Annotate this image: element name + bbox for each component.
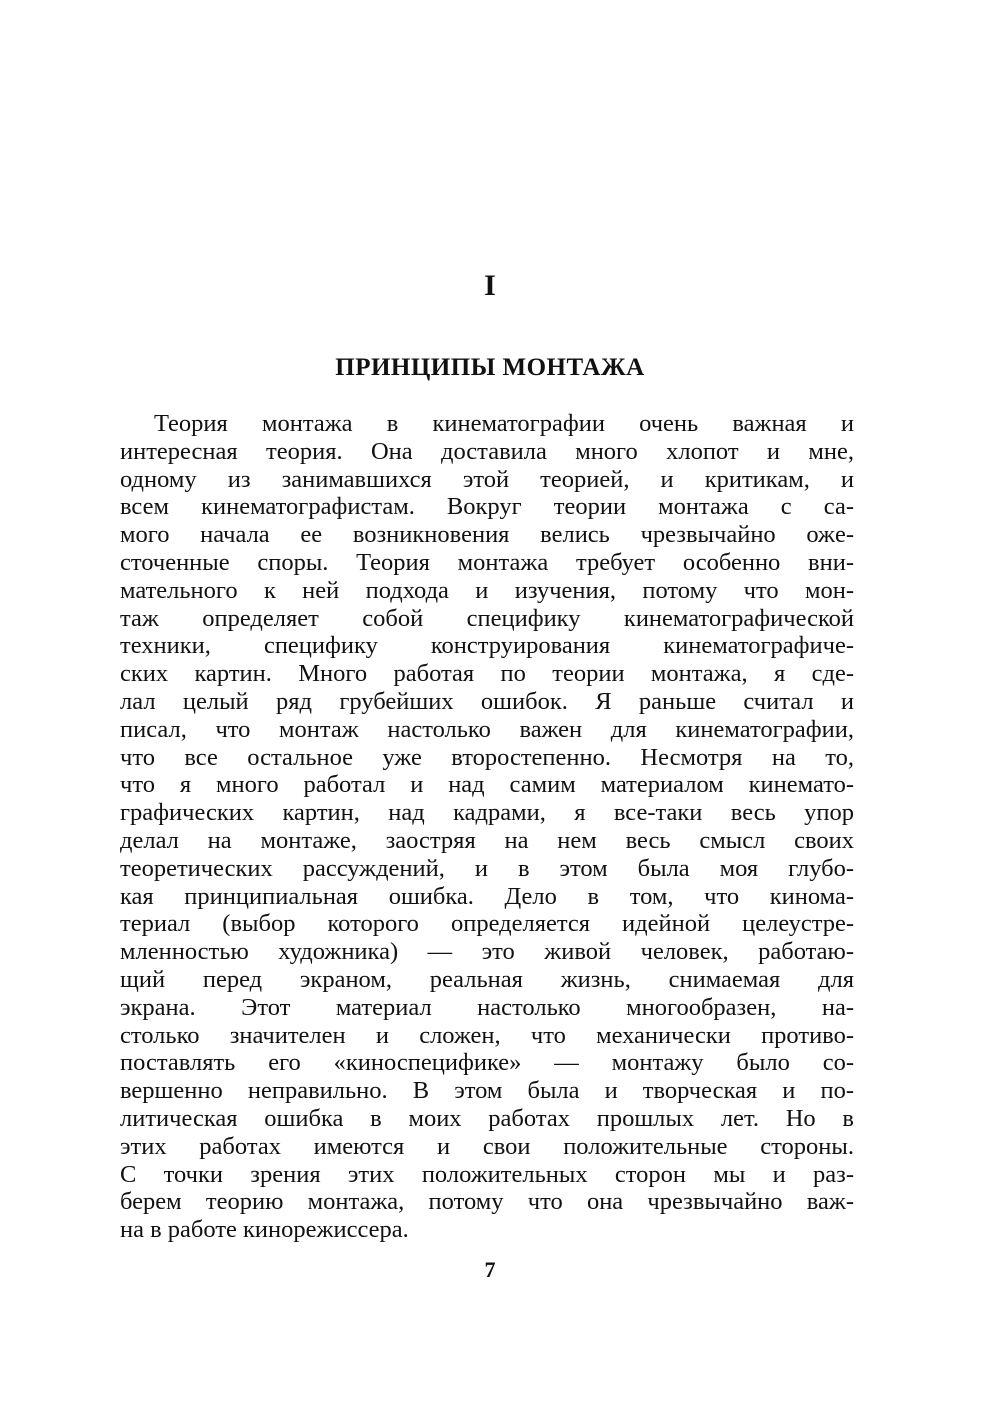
text-line: графических картин, над кадрами, я все-таки весь упор bbox=[120, 799, 854, 827]
text-line: на в работе кинорежиссера. bbox=[120, 1216, 409, 1244]
text-line: таж определяет собой специфику кинематографической bbox=[120, 604, 854, 632]
text-line: сточенные споры. Теория монтажа требует особенно вни- bbox=[120, 548, 854, 576]
chapter-title: ПРИНЦИПЫ МОНТАЖА bbox=[335, 354, 645, 381]
body-text bbox=[120, 410, 854, 1244]
text-line: поставлять его «киноспецифике» — монтажу было со- bbox=[120, 1049, 854, 1077]
chapter-number: I bbox=[484, 269, 496, 302]
text-line: одному из занимавшихся этой теорией, и критикам, и bbox=[120, 465, 854, 493]
text-line: писал, что монтаж настолько важен для кинематографии, bbox=[120, 715, 854, 743]
text-line: щий перед экраном, реальная жизнь, снимаемая для bbox=[120, 965, 854, 993]
text-line: столько значителен и сложен, что механически противо- bbox=[120, 1021, 854, 1049]
text-line: что все остальное уже второстепенно. Несмотря на то, bbox=[120, 743, 854, 771]
text-line: вершенно неправильно. В этом была и творческая и по- bbox=[120, 1077, 854, 1105]
text-line: этих работах имеются и свои положительные стороны. bbox=[120, 1132, 854, 1160]
text-line: мательного к ней подхода и изучения, потому что мон- bbox=[120, 576, 854, 604]
text-line: териал (выбор которого определяется идейной целеустре- bbox=[120, 910, 854, 938]
text-line: ских картин. Много работая по теории монтажа, я сде- bbox=[120, 660, 854, 688]
text-line: кая принципиальная ошибка. Дело в том, что кинома- bbox=[120, 882, 854, 910]
text-line: теоретических рассуждений, и в этом была моя глубо- bbox=[120, 854, 854, 882]
text-line: Теория монтажа в кинематографии очень важная и bbox=[154, 410, 854, 437]
text-line: что я много работал и над самим материалом кинемато- bbox=[120, 771, 854, 799]
text-line: лал целый ряд грубейших ошибок. Я раньше считал и bbox=[120, 687, 854, 715]
text-line: делал на монтаже, заостряя на нем весь смысл своих bbox=[120, 826, 854, 854]
text-line: экрана. Этот материал настолько многообразен, на- bbox=[120, 993, 854, 1021]
text-line: мого начала ее возникновения велись чрезвычайно ожe- bbox=[120, 521, 854, 549]
text-line: литическая ошибка в моих работах прошлых лет. Но в bbox=[120, 1104, 854, 1132]
text-line: мленностью художника) — это живой человек, работаю- bbox=[120, 938, 854, 966]
text-line: С точки зрения этих положительных сторон мы и раз- bbox=[120, 1160, 854, 1188]
page-number: 7 bbox=[484, 1257, 496, 1282]
text-line: техники, специфику конструирования кинематографиче- bbox=[120, 632, 854, 660]
text-line: всем кинематографистам. Вокруг теории монтажа с са- bbox=[120, 493, 854, 521]
text-line: берем теорию монтажа, потому что она чрезвычайно важ- bbox=[120, 1188, 854, 1216]
text-line: интересная теория. Она доставила много хлопот и мне, bbox=[120, 437, 854, 465]
